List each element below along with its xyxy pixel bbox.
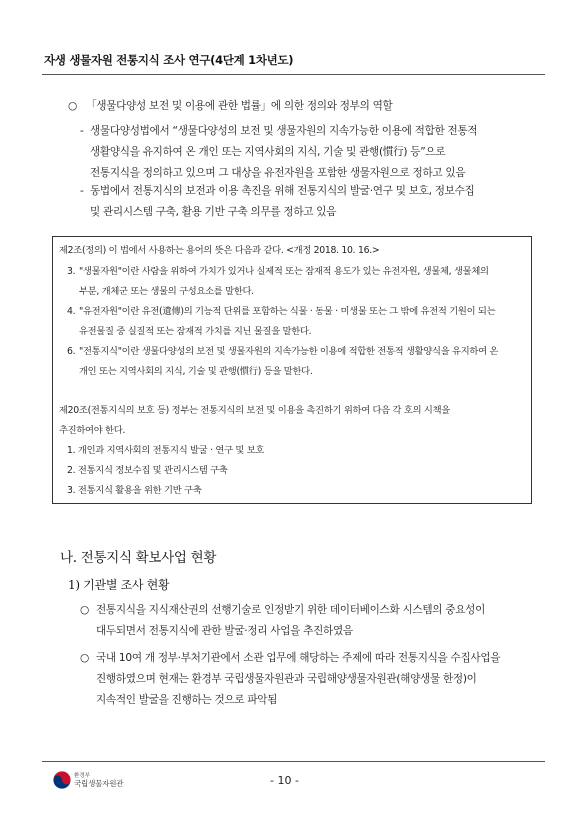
item-number: 4. <box>67 306 76 317</box>
article-20-items <box>67 441 521 501</box>
article-2-item-4 <box>67 302 521 342</box>
intro-dash-item-1 <box>80 121 538 184</box>
header-divider <box>42 74 545 75</box>
item-line: 개인 또는 지역사회의 지식, 기술 및 관행(慣行) 등을 말한다. <box>79 366 313 377</box>
article-2-item-6 <box>67 342 521 382</box>
section-bullet-2-line-3: 지속적인 발굴을 진행하는 것으로 파악됨 <box>96 694 278 706</box>
dash-marker: - <box>80 185 84 197</box>
article-20-line-1: 제20조(전통지식의 보호 등) 정부는 전통지식의 보전 및 이용을 촉진하기 위하여 다음 각 호의 시책을 <box>59 405 450 416</box>
article-20-item-2: 2. 전통지식 정보수집 및 관리시스템 구축 <box>67 465 228 476</box>
item-number: 6. <box>67 346 76 357</box>
article-2-heading: 제2조(정의) 이 법에서 사용하는 용어의 뜻은 다음과 같다. <개정 2018. 10. 16.> <box>59 245 380 256</box>
item-line: "전통지식"이란 생물다양성의 보전 및 생물자원의 지속가능한 이용에 적합한 전통적 생활양식을 유지하여 온 <box>79 346 499 357</box>
section-bullet-2-line-1: 국내 10여 개 정부·부처기관에서 소관 업무에 해당하는 주제에 따라 전통지식을 수집사업을 <box>96 652 501 664</box>
section-bullet-2-line-2: 진행하였으며 현재는 환경부 국립생물자원관과 국립해양생물자원관(해양생물 한정)이 <box>96 673 477 685</box>
article-20-item-1: 1. 개인과 지역사회의 전통지식 발굴 · 연구 및 보호 <box>67 445 265 456</box>
footer-ministry: 환경부 <box>74 773 90 779</box>
intro-bullet <box>68 98 538 114</box>
intro-item-1-line-2: 생활양식을 유지하여 온 개인 또는 지역사회의 지식, 기술 및 관행(慣行) 등”으로 <box>90 146 446 158</box>
item-line: 부분, 개체군 또는 생물의 구성요소를 말한다. <box>79 286 254 297</box>
item-line: "생물자원"이란 사람을 위하여 가치가 있거나 실제적 또는 잠재적 용도가 있는 유전자원, 생물체, 생물체의 <box>79 266 489 277</box>
bullet-circle-icon: ○ <box>68 100 77 112</box>
article-20-heading <box>59 401 523 441</box>
section-title: 나. 전통지식 확보사업 현황 <box>60 550 217 566</box>
page-number: - 10 - <box>270 774 299 787</box>
subsection-title: 1) 기관별 조사 현황 <box>68 578 170 592</box>
article-20-line-2: 추진하여야 한다. <box>59 425 126 436</box>
section-bullet-1 <box>80 600 540 642</box>
footer-organization: 국립생물자원관 <box>74 779 124 788</box>
intro-item-2-line-2: 및 관리시스템 구축, 활용 기반 구축 의무를 정하고 있음 <box>90 206 337 218</box>
item-number: 3. <box>67 266 76 277</box>
section-bullet-1-line-1: 전통지식을 지식재산권의 선행기술로 인정받기 위한 데이터베이스화 시스템의 중요성이 <box>96 604 486 616</box>
section-bullet-2 <box>80 648 540 711</box>
article-2-item-3 <box>67 262 521 302</box>
intro-heading: 「생물다양성 보전 및 이용에 관한 법률」에 의한 정의와 정부의 역할 <box>86 100 393 112</box>
bullet-circle-icon: ○ <box>80 604 89 616</box>
running-header: 자생 생물자원 전통지식 조사 연구(4단계 1차년도) <box>44 53 294 67</box>
intro-item-1-line-1: 생물다양성법에서 “생물다양성의 보전 및 생물자원의 지속가능한 이용에 적합한 전통적 <box>90 125 478 137</box>
dash-marker: - <box>80 125 84 137</box>
intro-item-2-line-1: 동법에서 전통지식의 보전과 이용 촉진을 위해 전통지식의 발굴·연구 및 보호, 정보수집 <box>90 185 475 197</box>
item-line: 유전물질 중 실질적 또는 잠재적 가치를 지닌 물질을 말한다. <box>79 326 312 337</box>
article-20-item-3: 3. 전통지식 활용을 위한 기반 구축 <box>67 485 202 496</box>
government-emblem-icon <box>52 770 72 790</box>
law-excerpt-box <box>52 236 532 504</box>
item-line: "유전자원"이란 유전(遺傳)의 기능적 단위를 포함하는 식물 · 동물 · 미생물 또는 그 밖에 유전적 기원이 되는 <box>79 306 496 317</box>
section-bullet-1-line-2: 대두되면서 전통지식에 관한 발굴·정리 사업을 추진하였음 <box>96 625 353 637</box>
bullet-circle-icon: ○ <box>80 652 89 664</box>
footer-divider <box>42 761 545 762</box>
intro-dash-item-2 <box>80 181 538 223</box>
intro-item-1-line-3: 전통지식을 정의하고 있으며 그 대상을 유전자원을 포함한 생물자원으로 정하고 있음 <box>90 167 466 179</box>
